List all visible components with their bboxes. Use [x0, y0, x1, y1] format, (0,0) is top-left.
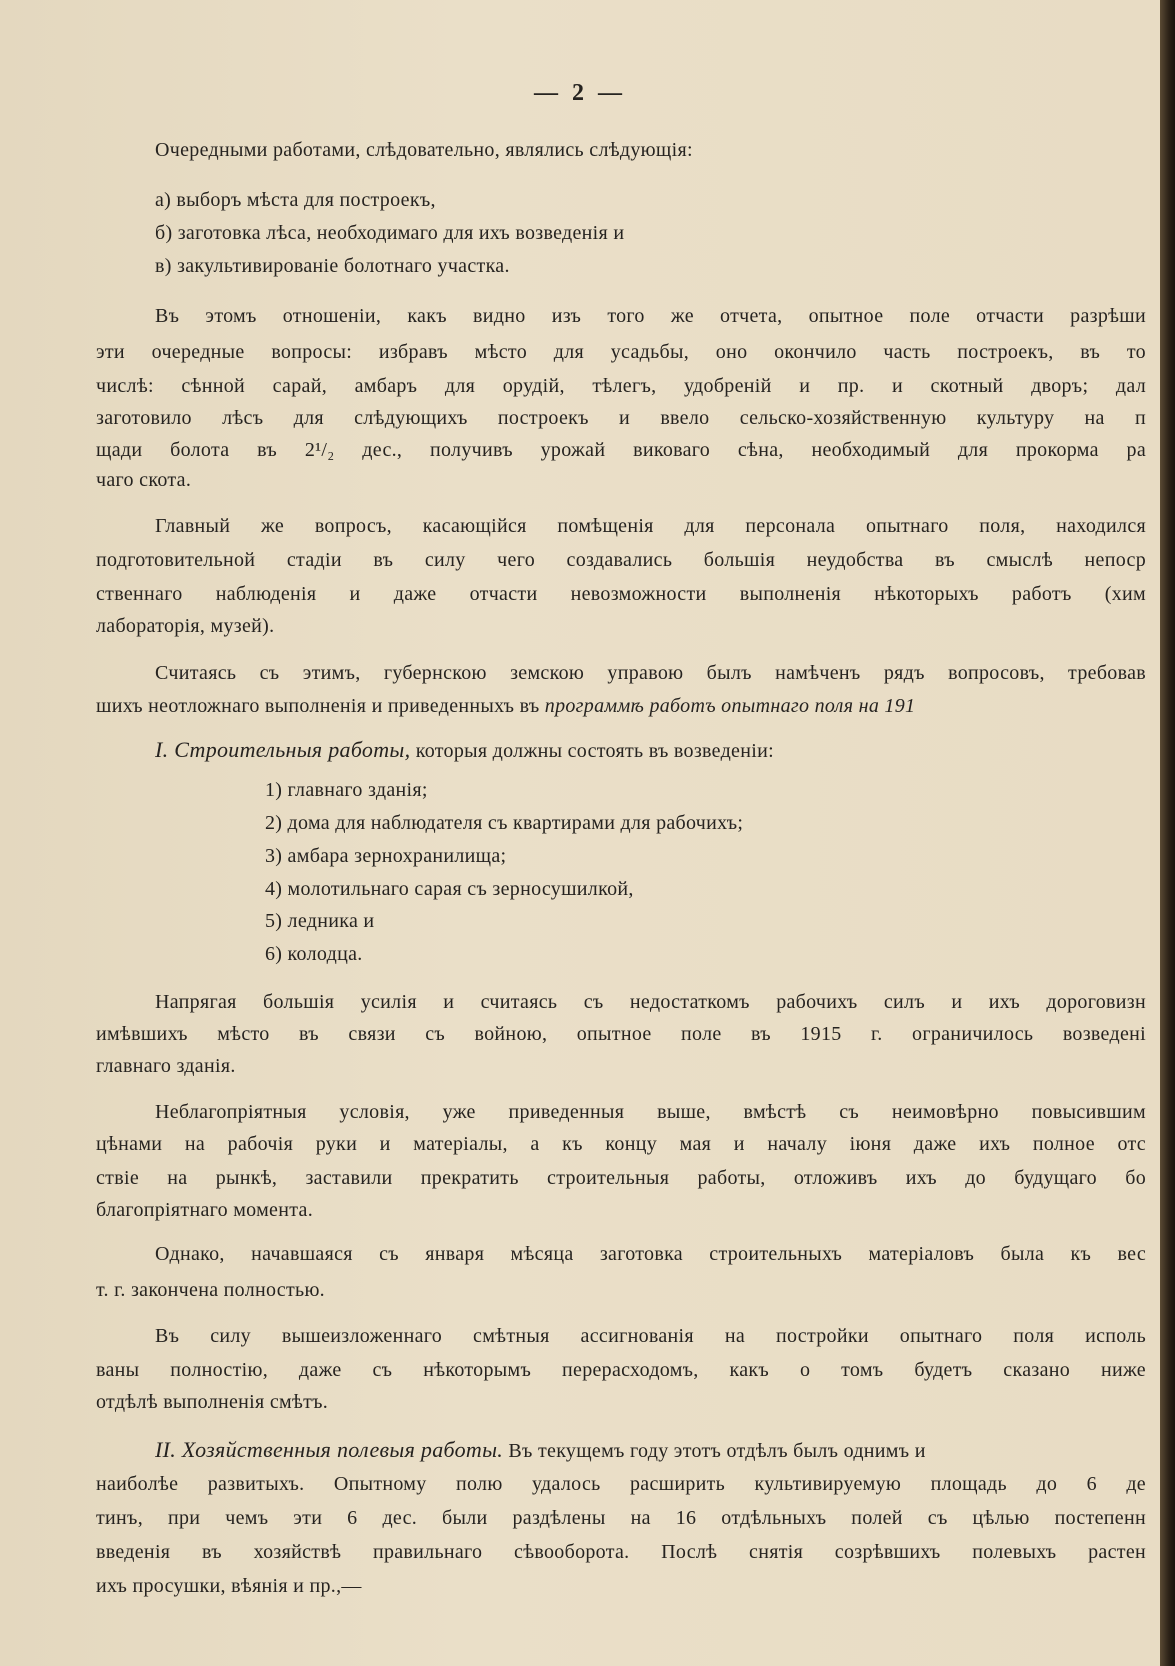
paragraph-2-line: лабораторія, музей).	[96, 615, 275, 637]
paragraph-7-line: Въ силу вышеизложеннаго смѣтныя ассигнованія на постройки опытнаго поля исполь	[155, 1325, 1146, 1347]
paragraph-5-line: благопріятнаго момента.	[96, 1199, 313, 1221]
intro-line: Очередными работами, слѣдовательно, являлись слѣдующія:	[155, 139, 693, 161]
paragraph-2-line: подготовительной стадіи въ силу чего создавались большія неудобства въ смыслѣ непоср	[96, 549, 1146, 571]
paragraph-6-line: т. г. закончена полностью.	[96, 1279, 325, 1301]
paragraph-3-line	[96, 692, 1146, 720]
section-2-line: наиболѣе развитыхъ. Опытному полю удалось расширить культивируемую площадь до 6 де	[96, 1473, 1146, 1495]
construction-item: 4) молотильнаго сарая съ зерносушилкой,	[265, 878, 634, 900]
construction-item: 1) главнаго зданія;	[265, 779, 428, 801]
paragraph-3-line: Считаясь съ этимъ, губернскою земскою управою былъ намѣченъ рядъ вопросовъ, требовав	[155, 662, 1146, 684]
paragraph-5-line: Неблагопріятныя условія, уже приведенныя выше, вмѣстѣ съ неимовѣрно повысившим	[155, 1101, 1146, 1123]
paragraph-1-line: щади болота въ 2¹/₂ дес., получивъ урожай виковаго сѣна, необходимый для прокорма ра	[96, 439, 1146, 461]
paragraph-4-line: имѣвшихъ мѣсто въ связи съ войною, опытное поле въ 1915 г. ограничилось возведені	[96, 1023, 1146, 1045]
section-2-heading-line	[155, 1436, 1146, 1465]
list-item-b: б) заготовка лѣса, необходимаго для ихъ возведенія и	[155, 222, 625, 244]
paragraph-5-line: цѣнами на рабочія руки и матеріалы, а къ концу мая и началу іюня даже ихъ полное отс	[96, 1133, 1146, 1155]
section-1-intro: которыя должны состоять въ возведеніи:	[410, 740, 774, 762]
paragraph-5-line: ствіе на рынкѣ, заставили прекратить строительныя работы, отложивъ ихъ до будущаго бо	[96, 1167, 1146, 1189]
book-spine-shadow	[1160, 0, 1175, 1666]
section-2-line: ихъ просушки, вѣянія и пр.,—	[96, 1575, 362, 1597]
paragraph-4-line: главнаго зданія.	[96, 1055, 236, 1077]
paragraph-2-line: Главный же вопросъ, касающійся помѣщенія для персонала опытнаго поля, находился	[155, 515, 1146, 537]
program-title: программѣ работъ опытнаго поля на 191	[544, 695, 916, 717]
paragraph-1-line: чаго скота.	[96, 469, 192, 491]
section-1-heading-line	[155, 736, 1146, 765]
paragraph-7-line: отдѣлѣ выполненія смѣтъ.	[96, 1391, 329, 1413]
section-2-heading: II. Хозяйственныя полевыя работы.	[155, 1437, 504, 1462]
construction-item: 5) ледника и	[265, 910, 375, 932]
page-number: — 2 —	[534, 80, 626, 106]
paragraph-3-text: шихъ неотложнаго выполненія и приведенныхъ въ	[96, 695, 545, 717]
section-2-intro: Въ текущемъ году этотъ отдѣлъ былъ однимъ и	[503, 1440, 926, 1462]
paragraph-4-line: Напрягая большія усилія и считаясь съ недостаткомъ рабочихъ силъ и ихъ дороговизн	[155, 991, 1146, 1013]
paragraph-1-line: числѣ: сѣнной сарай, амбаръ для орудій, тѣлегъ, удобреній и пр. и скотный дворъ; дал	[96, 375, 1146, 397]
paragraph-1-line: эти очередные вопросы: избравъ мѣсто для усадьбы, оно окончило часть построекъ, въ то	[96, 341, 1146, 363]
paragraph-1-line: Въ этомъ отношеніи, какъ видно изъ того же отчета, опытное поле отчасти разрѣши	[155, 305, 1146, 327]
list-item-c: в) закультивированіе болотнаго участка.	[155, 255, 510, 277]
section-2-line: тинъ, при чемъ эти 6 дес. были раздѣлены на 16 отдѣльныхъ полей съ цѣлью постепенн	[96, 1507, 1146, 1529]
paragraph-6-line: Однако, начавшаяся съ января мѣсяца заготовка строительныхъ матеріаловъ была къ вес	[155, 1243, 1146, 1265]
section-2-line: введенія въ хозяйствѣ правильнаго сѣвооборота. Послѣ снятія созрѣвшихъ полевыхъ растен	[96, 1541, 1146, 1563]
paragraph-2-line: ственнаго наблюденія и даже отчасти невозможности выполненія нѣкоторыхъ работъ (хим	[96, 583, 1146, 605]
construction-item: 3) амбара зернохранилища;	[265, 845, 507, 867]
construction-item: 6) колодца.	[265, 943, 363, 965]
paragraph-1-line: заготовило лѣсъ для слѣдующихъ построекъ и ввело сельско-хозяйственную культуру на п	[96, 407, 1146, 429]
list-item-a: а) выборъ мѣста для построекъ,	[155, 189, 436, 211]
paragraph-7-line: ваны полностію, даже съ нѣкоторымъ перерасходомъ, какъ о томъ будетъ сказано ниже	[96, 1359, 1146, 1381]
construction-item: 2) дома для наблюдателя съ квартирами для рабочихъ;	[265, 812, 744, 834]
section-1-heading: I. Строительныя работы,	[155, 737, 411, 762]
